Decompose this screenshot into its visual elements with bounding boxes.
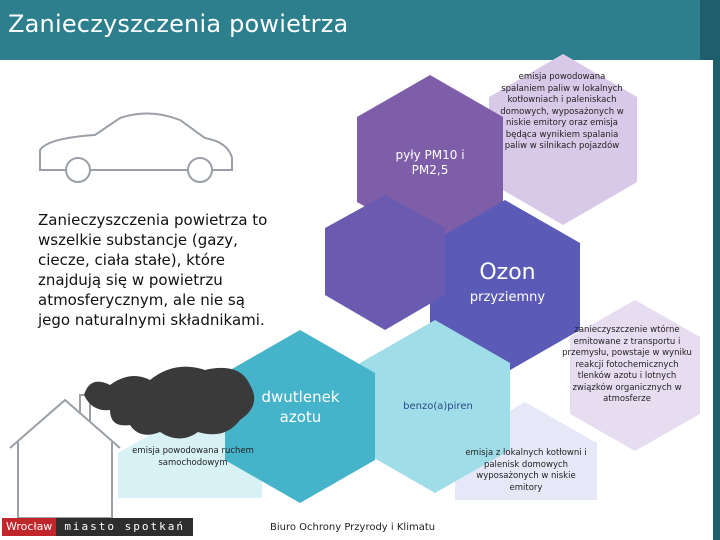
footer-text: Biuro Ochrony Przyrody i Klimatu — [270, 522, 436, 533]
smoke-cloud-icon — [84, 367, 254, 439]
hex-benzo-label: benzo(a)piren — [403, 401, 473, 412]
hex-pm-label: pyły PM10 i PM2,5 — [395, 148, 465, 177]
hex-no2-line2: azotu — [279, 408, 322, 426]
note-no2: emisja powodowana ruchem samochodowym — [132, 446, 254, 468]
car-icon — [40, 113, 232, 182]
note-ozone: zanieczyszczenie wtórne emitowane z transportu i przemysłu, powstaje w wyniku reakcji fotochemicznych tlenków azotu i lotnych związków organicznych w atmosferze — [562, 325, 692, 404]
hex-ozone-title: Ozon — [479, 260, 536, 285]
hex-no2-line1: dwutlenek — [261, 388, 340, 406]
house-icon — [10, 395, 120, 518]
logo-red-part: Wrocław — [2, 518, 56, 536]
page-title: Zanieczyszczenia powietrza — [8, 10, 349, 38]
hex-ozone-subtitle: przyziemny — [469, 290, 546, 305]
definition-text: Zanieczyszczenia powietrza to wszelkie substancje (gazy, ciecze, ciała stałe), które znajdują się w powietrzu atmosferycznym, ale nie są jego naturalnymi składnikami. — [38, 211, 268, 329]
logo-grey-part: miasto spotkań — [56, 518, 193, 536]
note-benzo: emisja z lokalnych kotłowni i palenisk domowych wyposażonych w niskie emitory — [465, 448, 587, 493]
wroclaw-logo — [2, 518, 193, 536]
note-pm: emisja powodowana spalaniem paliw w lokalnych kotłowniach i paleniskach domowych, wyposażonych w niskie emitory oraz emisja będąca wynikiem spalania paliw w silnikach pojazdów — [500, 72, 624, 151]
